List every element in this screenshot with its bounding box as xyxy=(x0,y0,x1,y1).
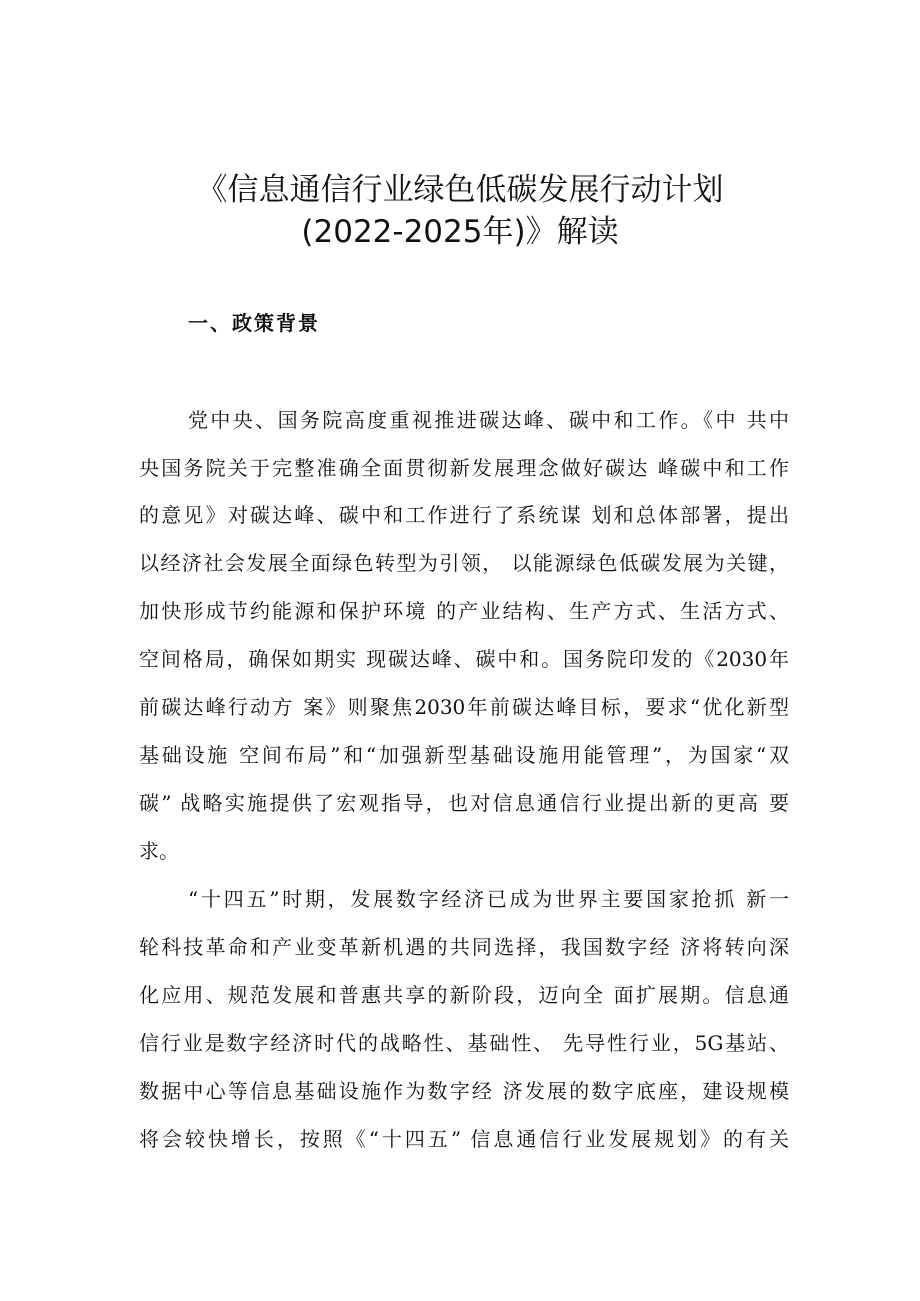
paragraph-1-line: 的意见》对碳达峰、碳中和工作进行了系统谋 划和总体部署，提出 xyxy=(139,503,789,527)
paragraph-2-line: 数据中心等信息基础设施作为数字经 济发展的数字底座，建设规模 xyxy=(139,1079,789,1103)
paragraph-1-line: 央国务院关于完整准确全面贯彻新发展理念做好碳达 峰碳中和工作 xyxy=(139,456,789,480)
paragraph-2-line: 将会较快增长，按照《“十四五” 信息通信行业发展规划》的有关 xyxy=(139,1127,789,1151)
document-title-line-2: (2022-2025年)》解读 xyxy=(301,214,619,250)
paragraph-1-line: 党中央、国务院高度重视推进碳达峰、碳中和工作。《中 共中 xyxy=(188,408,789,432)
paragraph-1-line: 加快形成节约能源和保护环境 的产业结构、生产方式、生活方式、 xyxy=(139,599,789,623)
paragraph-1-line: 空间格局，确保如期实 现碳达峰、碳中和。国务院印发的《2030年 xyxy=(139,647,789,671)
paragraph-2-line: 轮科技革命和产业变革新机遇的共同选择，我国数字经 济将转向深 xyxy=(139,935,789,959)
paragraph-2-line: “十四五”时期，发展数字经济已成为世界主要国家抢抓 新一 xyxy=(188,887,789,911)
paragraph-1-line: 前碳达峰行动方 案》则聚焦2030年前碳达峰目标，要求“优化新型 xyxy=(139,695,789,719)
paragraph-1-line: 求。 xyxy=(139,839,179,863)
paragraph-1-line: 基础设施 空间布局”和“加强新型基础设施用能管理”，为国家“双 xyxy=(139,743,789,767)
paragraph-1-line: 碳” 战略实施提供了宏观指导，也对信息通信行业提出新的更高 要 xyxy=(139,791,789,815)
paragraph-2-line: 信行业是数字经济时代的战略性、基础性、 先导性行业，5G基站、 xyxy=(139,1031,789,1055)
paragraph-1-line: 以经济社会发展全面绿色转型为引领， 以能源绿色低碳发展为关键， xyxy=(139,551,789,575)
section-heading-policy-background: 一、政策背景 xyxy=(188,311,320,335)
paragraph-2-line: 化应用、规范发展和普惠共享的新阶段，迈向全 面扩展期。信息通 xyxy=(139,983,789,1007)
document-title-line-1: 《信息通信行业绿色低碳发展行动计划 xyxy=(196,172,724,208)
